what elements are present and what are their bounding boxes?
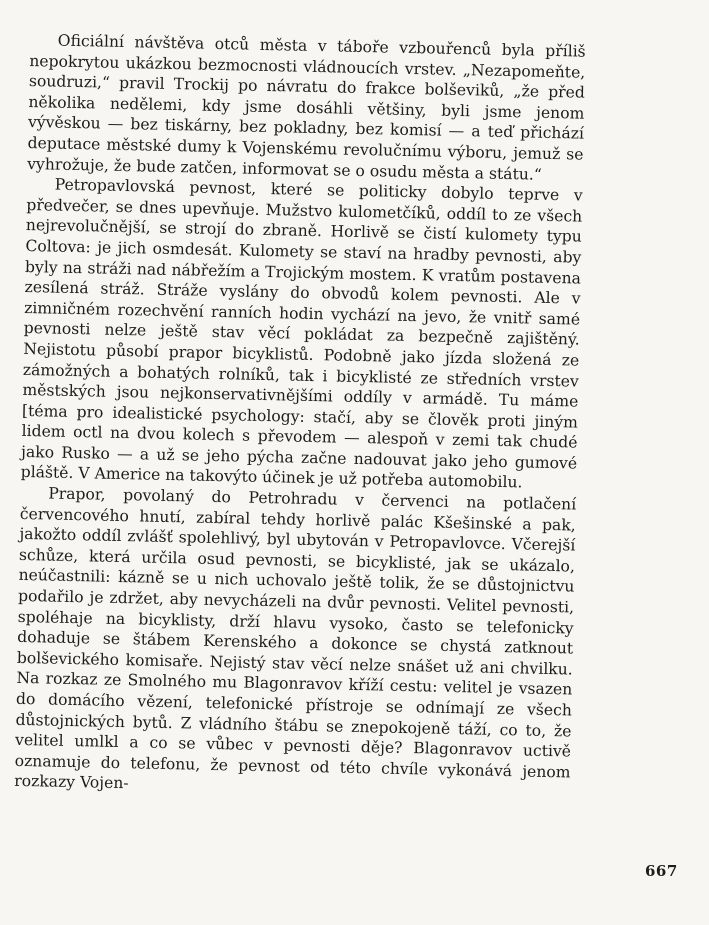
page-number: 667: [645, 862, 678, 880]
paragraph: Oficiální návštěva otců města v táboře vzbouřenců byla příliš nepokrytou ukázkou bezmocnosti vládnoucích vrstev. „Nezapomeňte, soudruzi,“ pravil Trockij po návratu do frakce bolševiků, „že před několika nedělemi, kdy jsme dosáhli většiny, byli jsme jenom vývěskou — bez tiskárny, bez pokladny, bez komisí — a teď přichází deputace městské dumy k Vojenskému revolučnímu výboru, jemuž se vyhrožuje, že bude zatčen, informovat se o osudu města a státu.“: [27, 31, 586, 184]
paragraph: Prapor, povolaný do Petrohradu v červenci na potlačení červencového hnutí, zabíral tehdy horlivě palác Kšešinské a pak, jakožto oddíl zvlášť spolehlivý, byl ubytován v Petropavlovce. Včerejší schůze, která určila osud pevnosti, se bicyklisté, jak se ukázalo, neúčastnili: kázně se u nich uchovalo ještě tolik, že se důstojnictvu podařilo je zdržet, aby nevycházeli na dvůr pevnosti. Velitel pevnosti, spoléhaje na bicyklisty, drží hlavu vysoko, často se telefonicky dohaduje se štábem Kerenského a dokonce se chystá zatknout bolševického komisaře. Nejistý stav věcí nelze snášet už ani chvilku. Na rozkaz ze Smolného mu Blagonravov kříží cestu: velitel je vsazen do domácího vězení, telefonické přístroje se odnímají ze všech důstojnických bytů. Z vládního štábu se znepokojeně táží, co to, že velitel umlkl a co se vůbec v pevnosti děje? Blagonravov uctivě oznamuje do telefonu, že pevnost od této chvíle vykonává jenom rozkazy Vojen-: [14, 484, 577, 793]
paragraph: Petropavlovská pevnost, které se politicky dobylo teprve v předvečer, se dnes upevňuje. Mužstvo kulometčíků, oddíl to ze všech nejrevolučnější, se strojí do zbraně. Horlivě se čistí kulomety typu Coltova: je jich osmdesát. Kulomety se staví na hradby pevnosti, aby byly na stráži nad nábřežím a Trojickým mostem. K vratům postavena zesílená stráž. Stráže vyslány do obvodů kolem pevnosti. Ale v zimničném rozechvění ranních hodin vychází na jevo, že vnitř samé pevnosti nelze ještě stav věcí pokládat za bezpečně zajištěný. Nejistotu působí prapor bicyklistů. Podobně jako jízda složená ze zámožných a bohatých rolníků, tak i bicyklisté ze středních vrstev městských jsou nejkonservativnějšími oddíly v armádě. Tu máme [téma pro idealistické psychology: stačí, aby se člověk proti jiným lidem octl na dvou kolech s převodem — alespoň v zemi tak chudé jako Rusko — a už se jeho pýcha začne nadouvat jako jeho gumové pláště. V Americe na takovýto účinek je už potřeba automobilu.: [20, 175, 583, 492]
body-text: [14, 30, 586, 803]
